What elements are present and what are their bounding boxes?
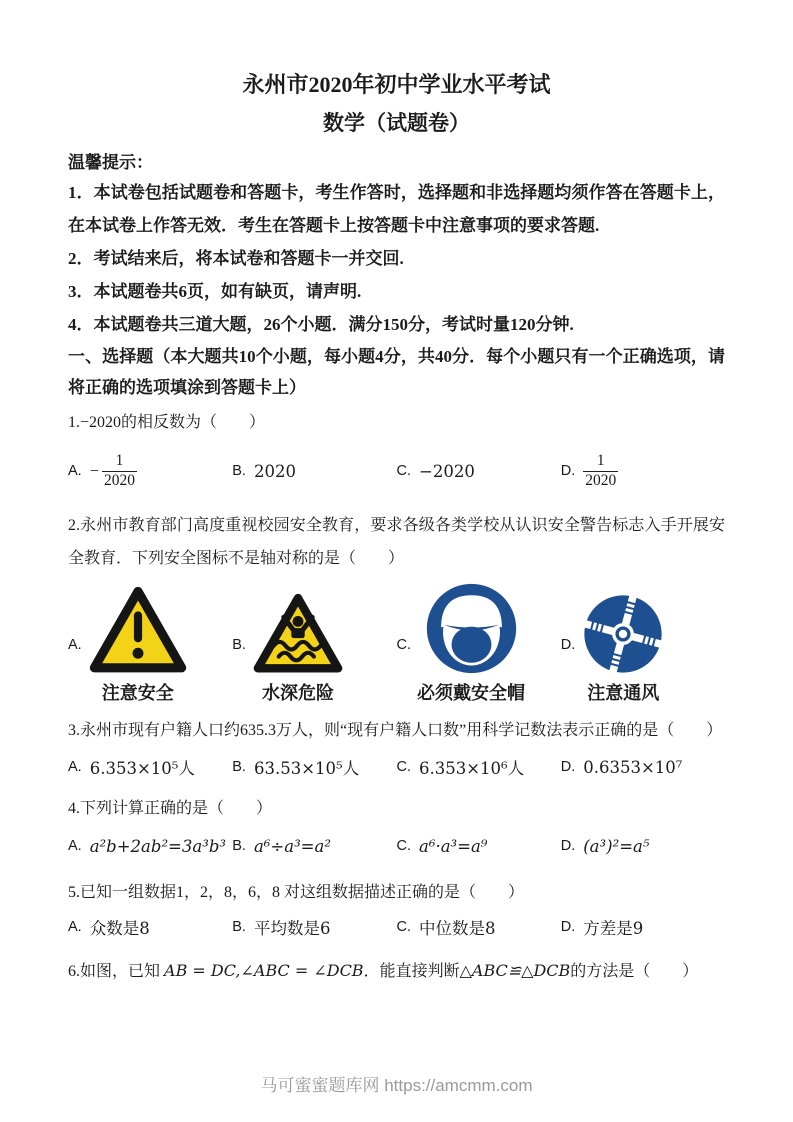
notice-heading: 温馨提示： xyxy=(68,153,153,172)
option-value: 中位数是8 xyxy=(419,919,496,938)
q5-option-d xyxy=(561,915,725,939)
option-value: 方差是9 xyxy=(583,919,644,938)
figure-body xyxy=(252,592,344,705)
q1-option-d xyxy=(561,452,725,490)
option-label: B. xyxy=(232,463,246,479)
q6-text-part: 的方法是（ ） xyxy=(570,963,699,980)
q5-option-b xyxy=(232,915,396,939)
deep-water-warning-icon xyxy=(252,592,344,676)
option-label: A. xyxy=(68,759,82,775)
option-label: D. xyxy=(560,463,576,479)
exam-subtitle: 数学（试题卷） xyxy=(323,111,470,135)
option-value xyxy=(583,452,618,490)
question-4-stem: 4.下列计算正确的是（ ） xyxy=(68,800,273,817)
option-label: B. xyxy=(232,838,246,854)
q6-text-part: 6.如图，已知 xyxy=(68,963,165,980)
q6-math-part: △ABC≌△DCB xyxy=(459,961,571,980)
q4-option-c xyxy=(397,837,561,856)
figure-caption: 水深危险 xyxy=(261,683,334,703)
question-5-options xyxy=(68,915,725,939)
notice-item-1: 1．本试卷包括试题卷和答题卡，考生作答时，选择题和非选择题均须作答在答题卡上，在本试卷上作答无效．考生在答题卡上按答题卡中注意事项的要求答题. xyxy=(68,183,725,235)
option-value: 平均数是6 xyxy=(253,919,331,938)
option-label: B. xyxy=(232,919,246,935)
notice-item-2: 2．考试结来后，将本试卷和答题卡一并交回. xyxy=(68,249,404,268)
option-label: D. xyxy=(560,838,576,854)
option-value: 6.353×10⁵人 xyxy=(89,759,195,778)
site-footer: 马可蜜蜜题库网 https://amcmm.com xyxy=(260,1076,533,1095)
q2-figure-c xyxy=(397,581,561,705)
q5-option-a xyxy=(68,915,232,939)
figure-body xyxy=(88,585,188,705)
page-content xyxy=(0,70,793,984)
figure-caption: 注意安全 xyxy=(101,683,174,703)
figure-label: A. xyxy=(68,637,82,653)
option-label: A. xyxy=(68,919,82,935)
q4-option-a xyxy=(68,837,232,856)
q5-option-c xyxy=(397,915,561,939)
q3-option-a xyxy=(68,755,232,779)
question-1-stem: 1.−2020的相反数为（ ） xyxy=(68,414,266,431)
q3-option-b xyxy=(232,755,396,779)
question-6-stem xyxy=(68,959,725,984)
fraction-numerator: 1 xyxy=(102,452,137,472)
figure-label: C. xyxy=(396,637,411,653)
option-label: C. xyxy=(396,919,411,935)
q6-math-part: AB = DC,∠ABC = ∠DCB xyxy=(164,961,364,980)
section-one-heading: 一、选择题（本大题共10个小题，每小题4分，共40分．每个小题只有一个正确选项，请将正确的选项填涂到答题卡上） xyxy=(68,347,725,397)
option-value: 2020 xyxy=(253,461,296,481)
option-label: B. xyxy=(232,759,246,775)
warning-exclamation-triangle-icon xyxy=(88,585,188,676)
option-value: −2020 xyxy=(419,461,475,481)
option-value: a⁶÷a³=a² xyxy=(253,836,331,856)
question-4-options xyxy=(68,831,725,861)
figure-body xyxy=(417,581,525,705)
q2-figure-a xyxy=(68,585,232,705)
option-label: C. xyxy=(396,463,411,479)
q2-figure-b xyxy=(232,592,396,705)
figure-caption: 注意通风 xyxy=(587,683,660,703)
option-label: D. xyxy=(560,759,576,775)
q1-option-c xyxy=(397,462,561,481)
q1-option-b xyxy=(232,462,396,481)
question-3-stem: 3.永州市现有户籍人口约635.3万人，则“现有户籍人口数”用科学记数法表示正确的是（ ） xyxy=(68,722,723,739)
option-value: 63.53×10⁵人 xyxy=(253,759,360,778)
figure-caption: 必须戴安全帽 xyxy=(417,683,525,703)
option-value xyxy=(90,452,137,490)
option-value: a²b+2ab²=3a³b³ xyxy=(89,836,227,856)
option-label: A. xyxy=(68,463,82,479)
option-label: C. xyxy=(396,838,411,854)
option-value: 众数是8 xyxy=(89,919,150,938)
option-value: a⁶·a³=a⁹ xyxy=(419,836,488,856)
notice-item-3: 3．本试题卷共6页，如有缺页，请声明. xyxy=(68,282,362,301)
notice-item-4: 4．本试题卷共三道大题，26个小题．满分150分，考试时量120分钟. xyxy=(68,315,574,334)
question-3-options xyxy=(68,755,725,779)
question-2-figures xyxy=(68,581,725,705)
question-5-stem: 5.已知一组数据1，2，8，6，8 对这组数据描述正确的是（ ） xyxy=(68,884,525,901)
minus-sign: − xyxy=(89,461,100,480)
figure-body xyxy=(581,592,665,705)
option-value: (a³)²=a⁵ xyxy=(583,836,650,856)
q4-option-d xyxy=(561,837,725,856)
option-value: 6.353×10⁶人 xyxy=(419,759,525,778)
figure-label: D. xyxy=(560,637,576,653)
option-label: D. xyxy=(560,919,576,935)
option-value: 0.6353×10⁷ xyxy=(583,757,683,777)
q3-option-d xyxy=(561,758,725,777)
q4-option-b xyxy=(232,837,396,856)
q2-figure-d xyxy=(561,592,725,705)
safety-helmet-sign-icon xyxy=(424,581,519,676)
q3-option-c xyxy=(397,755,561,779)
option-label: A. xyxy=(68,838,82,854)
fraction xyxy=(583,452,618,490)
figure-label: B. xyxy=(232,637,246,653)
option-label: C. xyxy=(396,759,411,775)
fraction-numerator: 1 xyxy=(583,452,618,472)
fraction-denominator: 2020 xyxy=(585,471,617,489)
ventilation-fan-icon xyxy=(581,592,665,676)
exam-title: 永州市2020年初中学业水平考试 xyxy=(242,72,551,97)
question-2-stem: 2.永州市教育部门高度重视校园安全教育，要求各级各类学校从认识安全警告标志入手开展安全教育．下列安全图标不是轴对称的是（ ） xyxy=(68,517,725,567)
question-1-options xyxy=(68,445,725,497)
q1-option-a xyxy=(68,452,232,490)
q6-text-part: ．能直接判断 xyxy=(363,963,460,980)
fraction xyxy=(102,452,137,490)
fraction-denominator: 2020 xyxy=(104,471,136,489)
